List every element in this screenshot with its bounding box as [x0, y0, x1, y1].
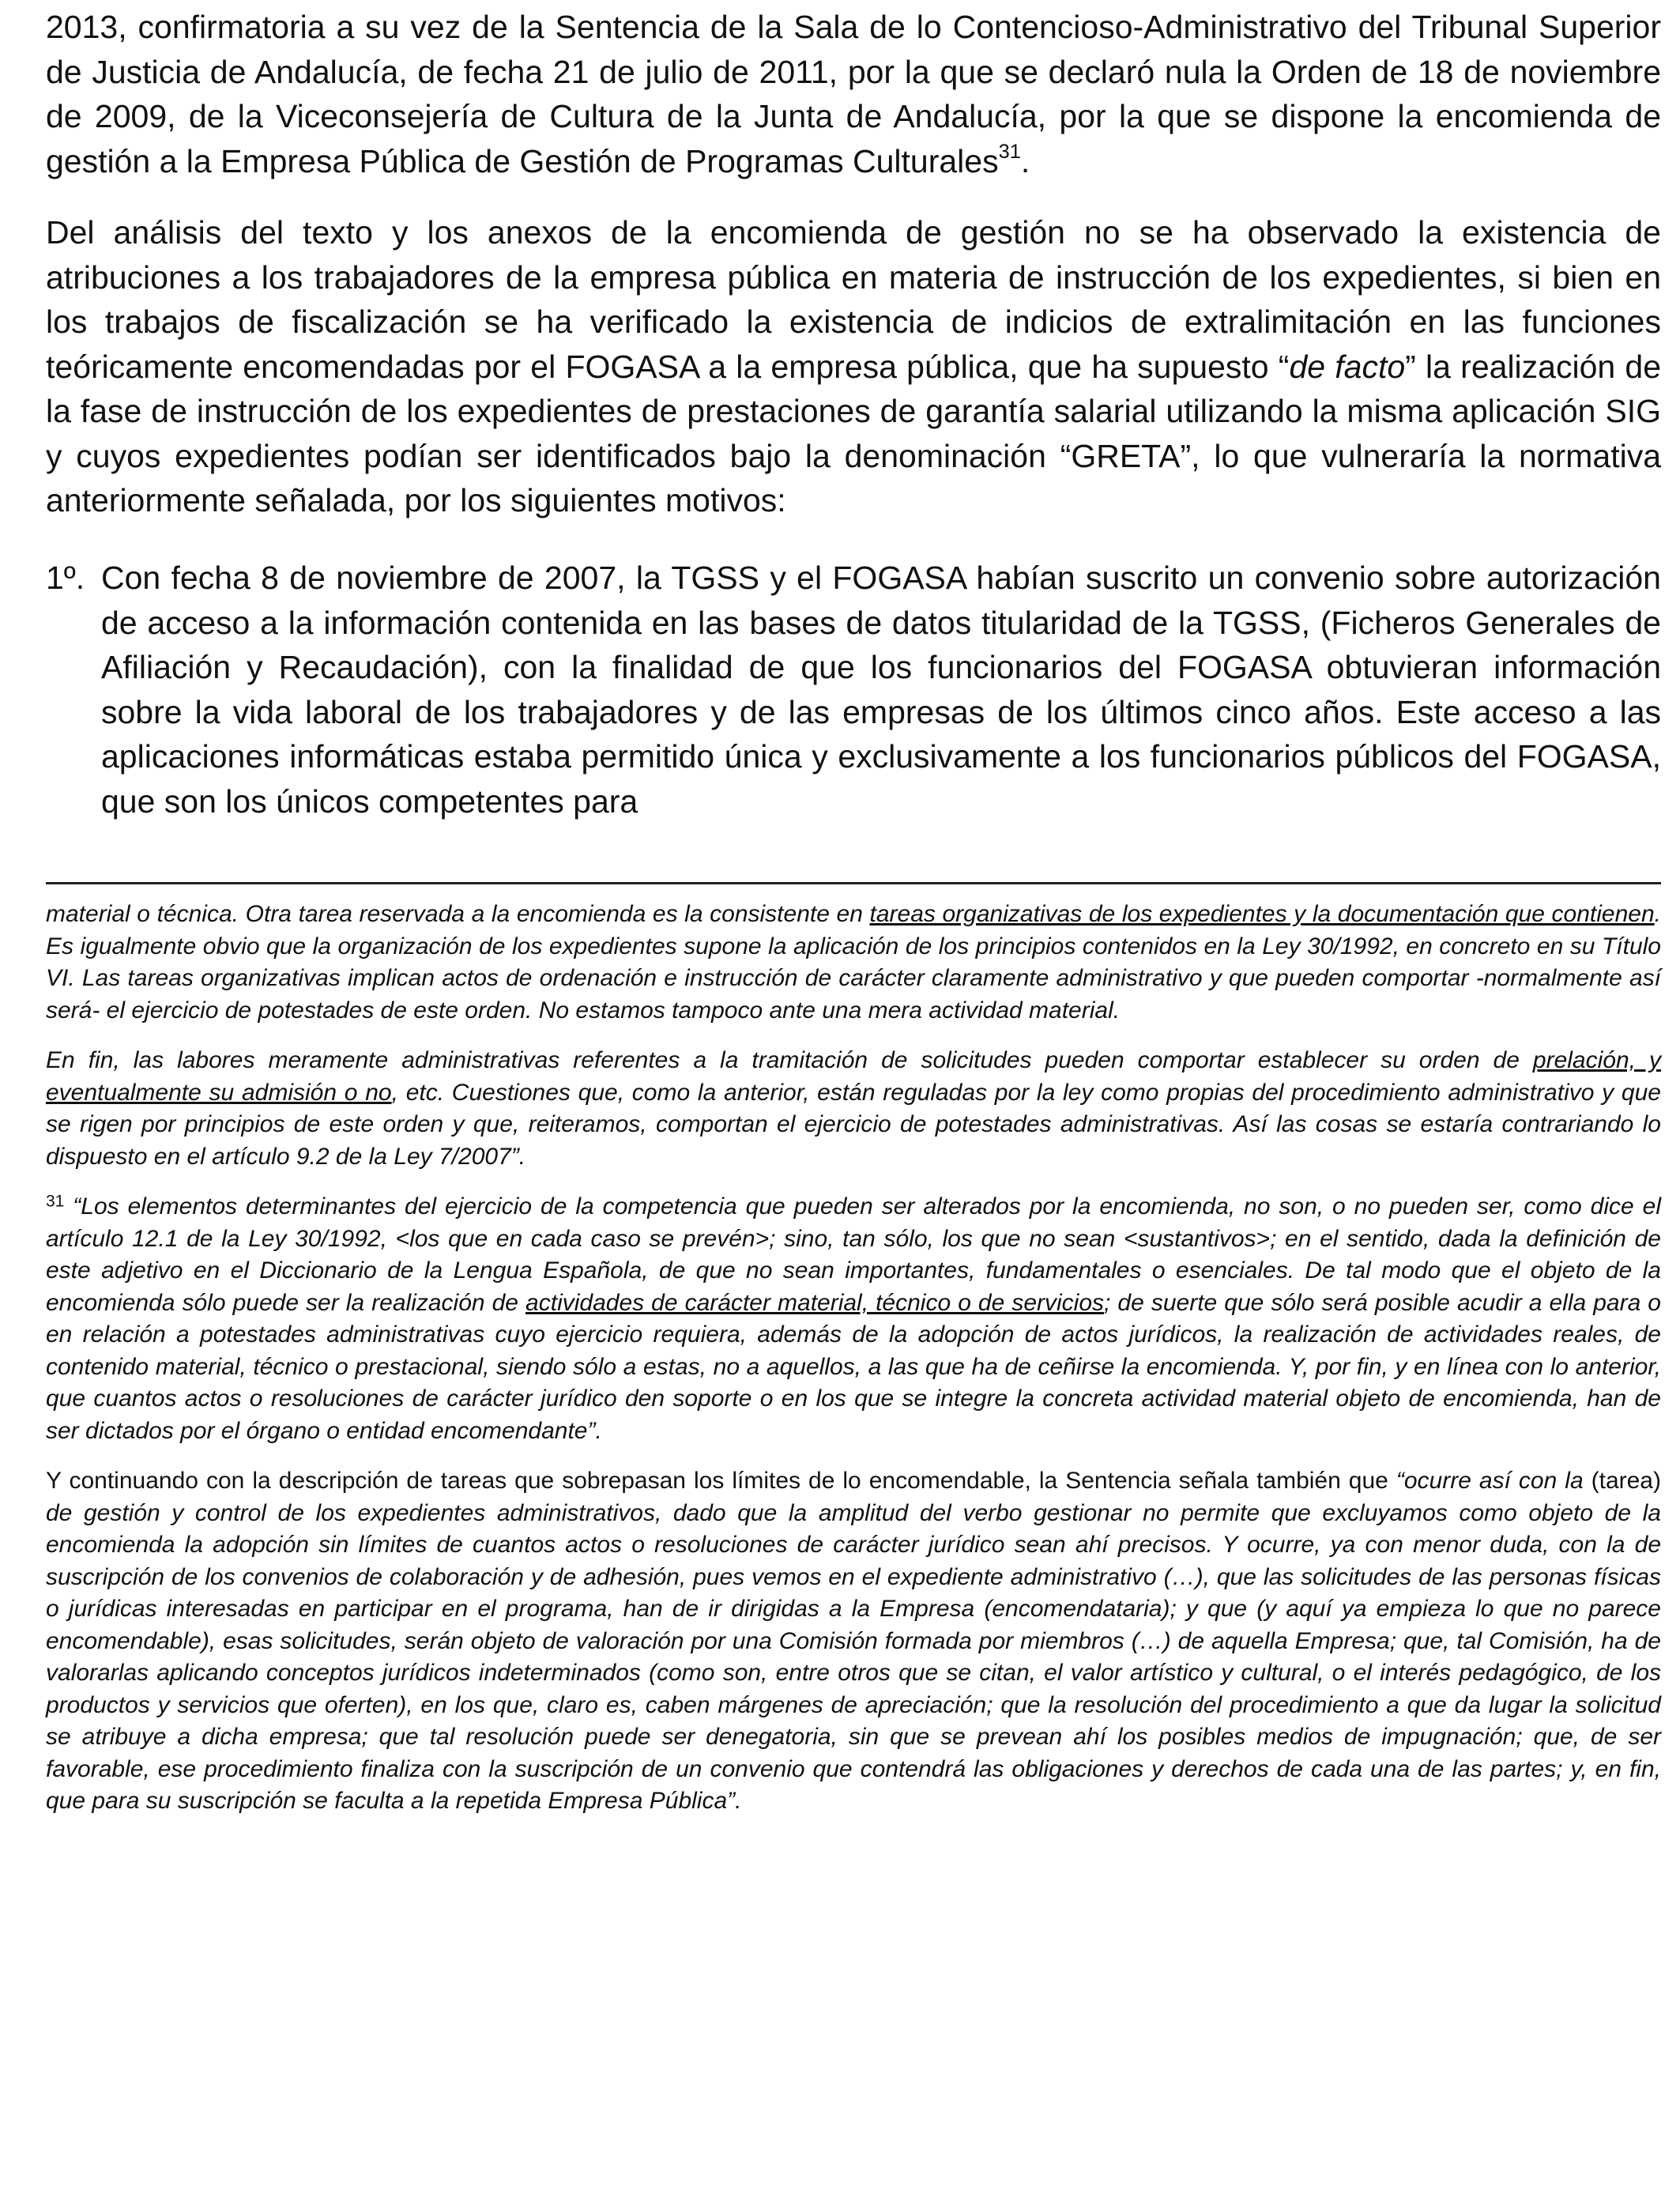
body-paragraph-1 [46, 5, 1661, 183]
fn4-italic-2: de gestión y control de los expedientes administrativos, dado que la amplitud del verbo gestionar no permite que excluyamos como objeto de la encomienda la adopción sin límites de cuantos actos o resoluciones de carácter jurídico sean ahí precisos. Y ocurre, ya con menor duda, con la de suscripción de los convenios de colaboración y de adhesión, pues vemos en el expediente administrativo (…), que las solicitudes de las personas físicas o jurídicas interesadas en participar en el programa, han de ir dirigidas a la Empresa (encomendataria); y que (y aquí ya empieza lo que no parece encomendable), esas solicitudes, serán objeto de valoración por una Comisión formada por miembros (…) de aquella Empresa; que, tal Comisión, ha de valorarlas aplicando conceptos jurídicos indeterminados (como son, entre otros que se citan, el valor artístico y cultural, o el interés pedagógico, de los productos y servicios que oferten), en los que, claro es, caben márgenes de apreciación; que la resolución del procedimiento a que da lugar la solicitud se atribuye a dicha empresa; que tal resolución puede ser denegatoria, sin que se prevean ahí los posibles medios de impugnación; que, de ser favorable, ese procedimiento finaliza con la suscripción de un convenio que contendrá las obligaciones y derechos de cada una de las partes; y, en fin, que para su suscripción se faculta a la repetida Empresa Pública”. [46, 1499, 1661, 1814]
fn3-text-a: “Los elementos determinantes del ejercicio de la competencia que pueden ser alterados por la encomienda, no son, o no pueden ser, como dice el artículo 12.1 de la Ley 30/1992, <los que en cada caso se prevén>; sino, tan sólo, los que no sean <sustantivos>; en el sentido, dada la definición de este adjetivo en el Diccionario de la Lengua Española, de que no sean importantes, fundamentales o esenciales. De tal modo que el objeto de la encomienda sólo puede ser la realización de [46, 1193, 1661, 1316]
fn4-italic-1: “ocurre así con la [1396, 1468, 1584, 1494]
fn2-text-a: En fin, las labores meramente administrativas referentes a la tramitación de solicitudes pueden comportar establecer su orden de [46, 1047, 1533, 1073]
footnote-ref-31[interactable]: 31 [998, 140, 1021, 163]
fn3-underlined: actividades de carácter material, técnico o de servicios [525, 1289, 1105, 1316]
fn4-plain-1: Y continuando con la descripción de tareas que sobrepasan los límites de lo encomendable, la Sentencia señala también que [46, 1468, 1396, 1494]
fn1-text-a: material o técnica. Otra tarea reservada a la encomienda es la consistente en [46, 901, 870, 927]
fn3-text-b: ; de suerte que sólo será posible acudir a ella para o en relación a potestades administrativas cuyo ejercicio requiera, además de la adopción de actos jurídicos, la realización de actividades reales, de contenido material, técnico o prestacional, siendo sólo a estas, no a aquellos, a las que ha de ceñirse la encomienda. Y, por fin, y en línea con lo anterior, que cuantos actos o resoluciones de carácter jurídico den soporte o en los que se integre la concreta actividad material objeto de encomienda, han de ser dictados por el órgano o entidad encomendante”. [46, 1289, 1661, 1444]
fn2-underlined: prelación, y eventualmente su admisión o no [46, 1047, 1661, 1106]
body-paragraph-2 [46, 210, 1661, 523]
footnote-31-mark: 31 [46, 1192, 65, 1211]
p1-text: 2013, confirmatoria a su vez de la Sentencia de la Sala de lo Contencioso-Administrativo del Tribunal Superior de Justicia de Andalucía, de fecha 21 de julio de 2011, por la que se declaró nula la Orden de 18 de noviembre de 2009, de la Viceconsejería de Cultura de la Junta de Andalucía, por la que se dispone la encomienda de gestión a la Empresa Pública de Gestión de Programas Culturales [46, 9, 1661, 179]
item-text: Con fecha 8 de noviembre de 2007, la TGSS y el FOGASA habían suscrito un convenio sobre autorización de acceso a la información contenida en las bases de datos titularidad de la TGSS, (Ficheros Generales de Afiliación y Recaudación), con la finalidad de que los funcionarios del FOGASA obtuvieran información sobre la vida laboral de los trabajadores y de las empresas de los últimos cinco años. Este acceso a las aplicaciones informáticas estaba permitido única y exclusivamente a los funcionarios públicos del FOGASA, que son los únicos competentes para [101, 560, 1661, 820]
footnotes-section [46, 899, 1661, 1836]
fn1-underlined: tareas organizativas de los expedientes y la documentación que contienen [869, 901, 1655, 927]
item-number: 1º. [46, 560, 85, 596]
fn4-plain-2: (tarea) [1583, 1468, 1661, 1494]
fn1-text-b: . Es igualmente obvio que la organización de los expedientes supone la aplicación de los principios contenidos en la Ley 30/1992, en concreto en su Título VI. Las tareas organizativas implican actos de ordenación e instrucción de carácter claramente administrativo y que pueden comportar -normalmente así será- el ejercicio de potestades de este orden. No estamos tampoco ante una mera actividad material. [46, 901, 1661, 1023]
footnote-separator [46, 882, 1661, 884]
p2-text-start: Del análisis del texto y los anexos de la encomienda de gestión no se ha observado la existencia de atribuciones a los trabajadores de la empresa pública en materia de instrucción de los expedientes, si bien en los trabajos de fiscalización se ha verificado la existencia de indicios de extralimitación en las funciones teóricamente encomendadas por el FOGASA a la empresa pública, que ha supuesto “ [46, 214, 1661, 385]
p2-italic-phrase: de facto [1289, 348, 1406, 385]
fn2-text-b: , etc. Cuestiones que, como la anterior, están reguladas por la ley como propias del procedimiento administrativo y que se rigen por principios de este orden y que, reiteramos, comportan el ejercicio de potestades administrativas. Así las cosas se estaría contrariando lo dispuesto en el artículo 9.2 de la Ley 7/2007”. [46, 1079, 1661, 1170]
footnote-continuation-2 [46, 1045, 1661, 1173]
footnote-31-continued [46, 1465, 1661, 1818]
p2-text-end: ” la realización de la fase de instrucción de los expedientes de prestaciones de garantía salarial utilizando la misma aplicación SIG y cuyos expedientes podían ser identificados bajo la denominación “GRETA”, lo que vulneraría la normativa anteriormente señalada, por los siguientes motivos: [46, 348, 1661, 518]
numbered-item-1 [46, 556, 1661, 824]
footnote-31 [46, 1191, 1661, 1447]
p1-end: . [1020, 142, 1030, 179]
footnote-continuation-1 [46, 899, 1661, 1027]
